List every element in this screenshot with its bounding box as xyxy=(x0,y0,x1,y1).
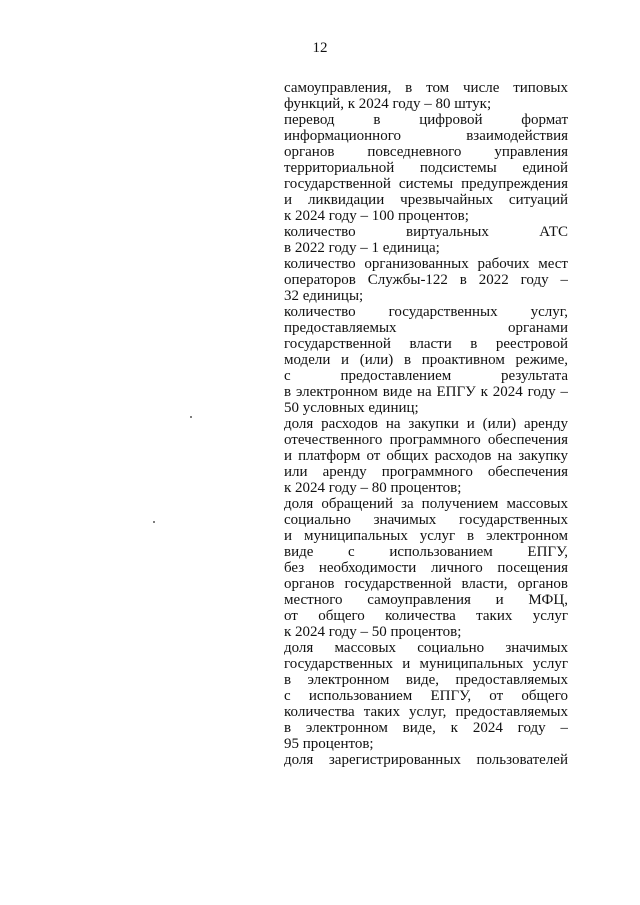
paragraph xyxy=(284,112,568,224)
scan-speck xyxy=(190,416,192,418)
text-line: в электронном виде на ЕПГУ к 2024 году – xyxy=(284,384,568,400)
text-line: государственной системы предупреждения xyxy=(284,176,568,192)
paragraph xyxy=(284,80,568,112)
text-line: местного самоуправления и МФЦ, xyxy=(284,592,568,608)
text-line: государственных и муниципальных услуг xyxy=(284,656,568,672)
text-line: территориальной подсистемы единой xyxy=(284,160,568,176)
text-line: и ликвидации чрезвычайных ситуаций xyxy=(284,192,568,208)
text-line: количества таких услуг, предоставляемых xyxy=(284,704,568,720)
text-line: к 2024 году – 100 процентов; xyxy=(284,208,469,224)
text-line: самоуправления, в том числе типовых xyxy=(284,80,568,96)
text-line: и муниципальных услуг в электронном xyxy=(284,528,568,544)
scan-speck xyxy=(153,521,155,523)
paragraph xyxy=(284,416,568,496)
text-line: модели и (или) в проактивном режиме, xyxy=(284,352,568,368)
text-line: доля массовых социально значимых xyxy=(284,640,568,656)
text-line: к 2024 году – 50 процентов; xyxy=(284,624,462,640)
text-line: государственной власти в реестровой xyxy=(284,336,568,352)
text-line: доля обращений за получением массовых xyxy=(284,496,568,512)
text-line: перевод в цифровой формат xyxy=(284,112,568,128)
text-line: органов государственной власти, органов xyxy=(284,576,568,592)
paragraph xyxy=(284,640,568,752)
paragraph xyxy=(284,752,568,768)
text-line: 50 условных единиц; xyxy=(284,400,419,416)
text-line: предоставляемых органами xyxy=(284,320,568,336)
text-line: или аренду программного обеспечения xyxy=(284,464,568,480)
text-line: количество государственных услуг, xyxy=(284,304,568,320)
text-line: в электронном виде, предоставляемых xyxy=(284,672,568,688)
text-line: без необходимости личного посещения xyxy=(284,560,568,576)
text-line: 32 единицы; xyxy=(284,288,364,304)
text-line: 95 процентов; xyxy=(284,736,374,752)
body-text xyxy=(284,80,568,768)
text-line: и платформ от общих расходов на закупку xyxy=(284,448,568,464)
text-line: количество организованных рабочих мест xyxy=(284,256,568,272)
text-line: информационного взаимодействия xyxy=(284,128,568,144)
paragraph xyxy=(284,496,568,640)
paragraph xyxy=(284,304,568,416)
text-line: в 2022 году – 1 единица; xyxy=(284,240,440,256)
text-line: доля зарегистрированных пользователей xyxy=(284,752,568,768)
text-line: доля расходов на закупки и (или) аренду xyxy=(284,416,568,432)
text-line: виде с использованием ЕПГУ, xyxy=(284,544,568,560)
text-line: операторов Службы-122 в 2022 году – xyxy=(284,272,568,288)
text-line: в электронном виде, к 2024 году – xyxy=(284,720,568,736)
text-line: органов повседневного управления xyxy=(284,144,568,160)
paragraph xyxy=(284,224,568,256)
text-line: функций, к 2024 году – 80 штук; xyxy=(284,96,492,112)
paragraph xyxy=(284,256,568,304)
text-line: к 2024 году – 80 процентов; xyxy=(284,480,462,496)
text-line: отечественного программного обеспечения xyxy=(284,432,568,448)
text-line: количество виртуальных АТС xyxy=(284,224,568,240)
text-line: с предоставлением результата xyxy=(284,368,568,384)
text-line: от общего количества таких услуг xyxy=(284,608,568,624)
text-line: с использованием ЕПГУ, от общего xyxy=(284,688,568,704)
page-number: 12 xyxy=(312,40,328,56)
text-line: социально значимых государственных xyxy=(284,512,568,528)
